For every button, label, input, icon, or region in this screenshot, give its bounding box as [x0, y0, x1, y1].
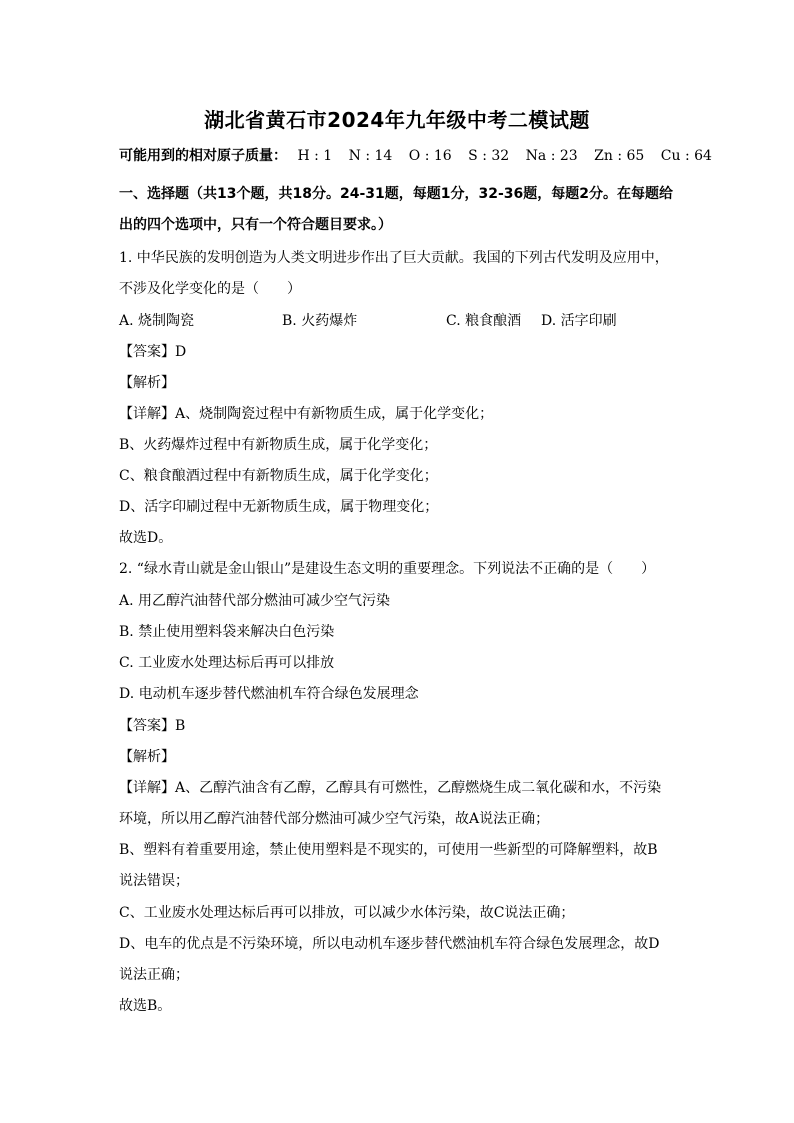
q1-stem-line1: 1. 中华民族的发明创造为人类文明进步作出了巨大贡献。我国的下列古代发明及应用中， [119, 250, 669, 266]
section-heading-line2: 出的四个选项中，只有一个符合题目要求。） [119, 217, 392, 233]
page-title: 湖北省黄石市2024年九年级中考二模试题 [204, 108, 590, 132]
atomic-masses-line [119, 146, 724, 166]
q2-detail-line: C、工业废水处理达标后再可以排放，可以减少水体污染，故C说法正确； [119, 905, 575, 921]
q2-detail-line: 【详解】A、乙醇汽油含有乙醇，乙醇具有可燃性，乙醇燃烧生成二氧化碳和水，不污染 [119, 780, 662, 796]
atomic-mass-cu: Cu : 64 [660, 148, 712, 164]
q1-option-c: C. 粮食酿酒 [446, 313, 522, 329]
q2-detail-line: D、电车的优点是不污染环境，所以电动机车逐步替代燃油机车符合绿色发展理念，故D [119, 936, 660, 952]
q1-analysis-heading: 【解析】 [119, 375, 175, 391]
q1-detail-line: B、火药爆炸过程中有新物质生成，属于化学变化； [119, 437, 438, 453]
q1-detail-line: C、粮食酿酒过程中有新物质生成，属于化学变化； [119, 468, 438, 484]
q1-option-a: A. 烧制陶瓷 [119, 313, 195, 329]
q2-detail-line: 说法错误； [119, 873, 189, 889]
q2-answer: 【答案】B [119, 718, 186, 734]
q2-conclusion: 故选B。 [119, 998, 172, 1014]
q1-answer: 【答案】D [119, 344, 187, 360]
q1-stem-line2: 不涉及化学变化的是（ ） [119, 281, 301, 297]
atomic-mass-o: O : 16 [408, 148, 452, 164]
q2-stem: 2. “绿水青山就是金山银山”是建设生态文明的重要理念。下列说法不正确的是（ ） [119, 561, 656, 577]
q2-option-d: D. 电动机车逐步替代燃油机车符合绿色发展理念 [119, 686, 419, 702]
atomic-mass-n: N : 14 [348, 148, 393, 164]
q1-detail-line: 【详解】A、烧制陶瓷过程中有新物质生成，属于化学变化； [119, 406, 494, 422]
atomic-mass-zn: Zn : 65 [594, 148, 645, 164]
atomic-mass-na: Na : 23 [525, 148, 578, 164]
q2-detail-line: 说法正确； [119, 967, 189, 983]
q1-detail-line: D、活字印刷过程中无新物质生成，属于物理变化； [119, 499, 439, 515]
atomic-mass-h: H : 1 [297, 148, 333, 164]
q2-analysis-heading: 【解析】 [119, 749, 175, 765]
q1-conclusion: 故选D。 [119, 530, 173, 546]
section-heading-line1: 一、选择题（共13个题，共18分。24-31题，每题1分，32-36题，每题2分。在每题给 [119, 186, 673, 202]
atomic-masses-label: 可能用到的相对原子质量： [119, 148, 287, 164]
q2-option-b: B. 禁止使用塑料袋来解决白色污染 [119, 624, 335, 640]
q1-option-b: B. 火药爆炸 [282, 313, 358, 329]
q2-option-a: A. 用乙醇汽油替代部分燃油可减少空气污染 [119, 593, 391, 609]
q1-option-d: D. 活字印刷 [541, 313, 617, 329]
atomic-mass-s: S : 32 [468, 148, 510, 164]
q2-detail-line: 环境，所以用乙醇汽油替代部分燃油可减少空气污染，故A说法正确； [119, 811, 550, 827]
q2-detail-line: B、塑料有着重要用途，禁止使用塑料是不现实的，可使用一些新型的可降解塑料，故B [119, 842, 658, 858]
q2-option-c: C. 工业废水处理达标后再可以排放 [119, 655, 335, 671]
